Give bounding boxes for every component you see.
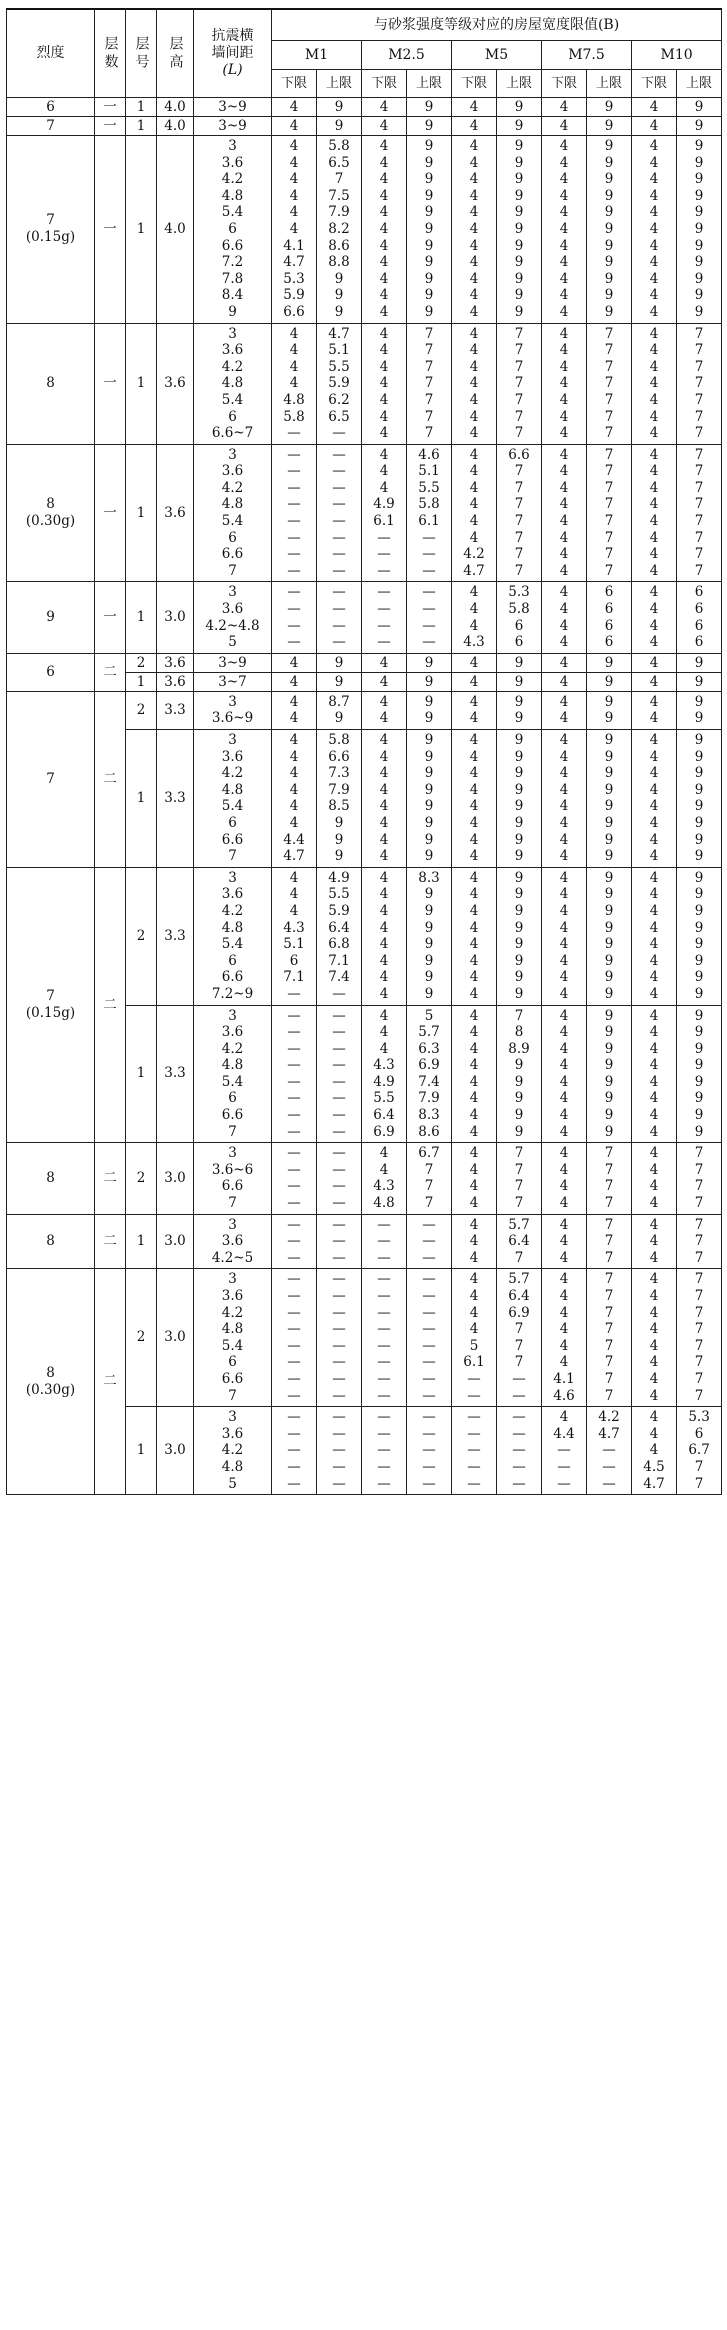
lower-limit-cell: 4 — [362, 98, 407, 117]
table-row — [7, 653, 722, 672]
header-mortar-1: M2.5 — [362, 41, 452, 70]
upper-limit-cell: 7 7 7 7 7 7 7 7 — [587, 444, 632, 582]
floor-height-cell: 3.3 — [157, 691, 194, 729]
lower-limit-cell: — — — — — [272, 1143, 317, 1214]
upper-limit-cell: 9 — [407, 98, 452, 117]
lower-limit-cell: — — — — — — [362, 1407, 407, 1495]
floor-no-cell: 1 — [126, 582, 157, 653]
upper-limit-cell: 9 — [587, 653, 632, 672]
floor-height-cell: 3.0 — [157, 1269, 194, 1407]
lower-limit-cell: 4 4 4 4.9 6.1 — — — — [362, 444, 407, 582]
lower-limit-cell: 4 4 4 4 4 4 4 4 — [362, 867, 407, 1005]
lower-limit-cell: 4 4 4 4 4 4 4 4 — [452, 1005, 497, 1143]
upper-limit-cell: 4.7 5.1 5.5 5.9 6.2 6.5 — — [317, 323, 362, 444]
upper-limit-cell: 4.2 4.7 — — — — [587, 1407, 632, 1495]
upper-limit-cell: 7 7 7 — [677, 1214, 722, 1269]
spacing-cell: 3 3.6 4.2 4.8 5.4 6 6.6 7 — [194, 1269, 272, 1407]
header-floor-no: 层号 — [126, 9, 157, 98]
floor-height-cell: 3.6 — [157, 323, 194, 444]
lower-limit-cell: 4 4 4 4 4 4 4 4 — [452, 867, 497, 1005]
upper-limit-cell: 5.3 6 6.7 7 7 — [677, 1407, 722, 1495]
table-row — [7, 691, 722, 729]
floors-cell: 二 — [95, 653, 126, 691]
lower-limit-cell: 4 — [632, 117, 677, 136]
floor-height-cell: 3.6 — [157, 653, 194, 672]
width-limit-table — [6, 8, 722, 1495]
upper-limit-cell: 9 — [497, 98, 542, 117]
lower-limit-cell: — — — — — [362, 582, 407, 653]
floor-no-cell: 1 — [126, 1005, 157, 1143]
floor-no-cell: 1 — [126, 1214, 157, 1269]
upper-limit-cell: 9 9 9 9 9 9 9 9 9 9 9 — [407, 136, 452, 324]
floor-no-cell: 2 — [126, 1143, 157, 1214]
upper-limit-cell: 9 9 — [407, 691, 452, 729]
lower-limit-cell: 4 4 4 4 4 4 4 — [452, 323, 497, 444]
upper-limit-cell: 9 — [677, 672, 722, 691]
upper-limit-cell: 4.9 5.5 5.9 6.4 6.8 7.1 7.4 — — [317, 867, 362, 1005]
table-row — [7, 117, 722, 136]
upper-limit-cell: 9 9 9 9 9 9 9 9 9 9 9 — [587, 136, 632, 324]
floor-height-cell: 3.0 — [157, 582, 194, 653]
header-spacing-line2: 墙间距 — [211, 45, 254, 61]
upper-limit-cell: 7 8 8.9 9 9 9 9 9 — [497, 1005, 542, 1143]
header-spacing — [194, 9, 272, 98]
upper-limit-cell: — — — — — — [407, 1407, 452, 1495]
floor-no-cell: 1 — [126, 1407, 157, 1495]
spacing-cell: 3 3.6~9 — [194, 691, 272, 729]
floor-no-cell: 1 — [126, 730, 157, 868]
table-row — [7, 1214, 722, 1269]
table-row — [7, 444, 722, 582]
upper-limit-cell: 6.6 7 7 7 7 7 7 7 — [497, 444, 542, 582]
lower-limit-cell: 4 — [452, 98, 497, 117]
header-upper-limit: 上限 — [497, 70, 542, 98]
intensity-cell: 6 — [7, 98, 95, 117]
upper-limit-cell: 9 — [587, 117, 632, 136]
intensity-cell: 7 — [7, 691, 95, 867]
floor-no-cell: 1 — [126, 444, 157, 582]
table-row — [7, 323, 722, 444]
lower-limit-cell: 4 4 4 4 4 4 4.1 4.6 — [542, 1269, 587, 1407]
upper-limit-cell: 6 6 6 6 — [677, 582, 722, 653]
floor-height-cell: 3.3 — [157, 1005, 194, 1143]
upper-limit-cell: — — — — — [317, 1143, 362, 1214]
upper-limit-cell: — — — — [407, 1214, 452, 1269]
spacing-cell: 3~9 — [194, 653, 272, 672]
lower-limit-cell: 4 — [272, 98, 317, 117]
lower-limit-cell: 4 — [362, 117, 407, 136]
upper-limit-cell: 9 — [317, 672, 362, 691]
upper-limit-cell: 9 — [677, 117, 722, 136]
upper-limit-cell: 8.3 9 9 9 9 9 9 9 — [407, 867, 452, 1005]
lower-limit-cell: 4 — [542, 672, 587, 691]
upper-limit-cell: 6 6 6 6 — [587, 582, 632, 653]
header-upper-limit: 上限 — [677, 70, 722, 98]
upper-limit-cell: — — — — — — — — — [317, 1005, 362, 1143]
lower-limit-cell: 4 4 4 4 4 4 4 4 — [632, 1269, 677, 1407]
upper-limit-cell: 5.7 6.4 6.9 7 7 7 — — — [497, 1269, 542, 1407]
upper-limit-cell: 7 7 7 — [587, 1214, 632, 1269]
lower-limit-cell: 4 4 4 4.3 — [452, 582, 497, 653]
floors-cell: 一 — [95, 323, 126, 444]
lower-limit-cell: 4 4 4 4 5 6.1 — — — [452, 1269, 497, 1407]
intensity-cell: 8 — [7, 1143, 95, 1214]
header-group-title: 与砂浆强度等级对应的房屋宽度限值(B) — [272, 9, 722, 41]
lower-limit-cell: 4 4 4 4 — [542, 582, 587, 653]
lower-limit-cell: 4 4 4 4 — [452, 1143, 497, 1214]
upper-limit-cell: 8.7 9 — [317, 691, 362, 729]
spacing-cell: 3 3.6 4.2 4.8 5.4 6 6.6 7 — [194, 444, 272, 582]
lower-limit-cell: 4 4 4 4 4 4 4 4 — [632, 730, 677, 868]
floor-height-cell: 3.3 — [157, 867, 194, 1005]
floor-no-cell: 1 — [126, 98, 157, 117]
upper-limit-cell: — — — — — — — — — [317, 444, 362, 582]
upper-limit-cell: 9 9 9 9 9 9 9 9 — [677, 1005, 722, 1143]
lower-limit-cell: — — — — — — — — — [362, 1269, 407, 1407]
floor-no-cell: 2 — [126, 653, 157, 672]
intensity-cell: 6 — [7, 653, 95, 691]
header-upper-limit: 上限 — [407, 70, 452, 98]
lower-limit-cell: 4 4 4 — [452, 1214, 497, 1269]
floor-no-cell: 1 — [126, 323, 157, 444]
floor-height-cell: 3.0 — [157, 1214, 194, 1269]
header-intensity: 烈度 — [7, 9, 95, 98]
lower-limit-cell: 4 4 — [362, 691, 407, 729]
spacing-cell: 3 3.6 4.2 4.8 5 — [194, 1407, 272, 1495]
floors-cell: 二 — [95, 867, 126, 1143]
upper-limit-cell: 9 — [407, 672, 452, 691]
floor-height-cell: 3.6 — [157, 672, 194, 691]
spacing-cell: 3 3.6 4.2 4.8 5.4 6 6.6 7 — [194, 730, 272, 868]
lower-limit-cell: 4 4 4 4 4 4 4 4 4 4 4 — [452, 136, 497, 324]
floor-height-cell: 3.0 — [157, 1143, 194, 1214]
lower-limit-cell: 4 — [542, 653, 587, 672]
lower-limit-cell: 4 4 4 4.3 4.9 5.5 6.4 6.9 — [362, 1005, 407, 1143]
header-lower-limit: 下限 — [362, 70, 407, 98]
upper-limit-cell: 9 — [407, 653, 452, 672]
floors-cell: 二 — [95, 1214, 126, 1269]
lower-limit-cell: 4 4 4 4 4 4 4 4 — [542, 867, 587, 1005]
upper-limit-cell: 7 7 7 7 7 7 7 7 — [677, 1269, 722, 1407]
spacing-cell: 3~9 — [194, 117, 272, 136]
upper-limit-cell: 5.8 6.6 7.3 7.9 8.5 9 9 9 — [317, 730, 362, 868]
lower-limit-cell: 4 4 4 4 4 4 4 4 — [542, 1005, 587, 1143]
floor-no-cell: 1 — [126, 672, 157, 691]
lower-limit-cell: — — — — — — [452, 1407, 497, 1495]
lower-limit-cell: 4 — [272, 672, 317, 691]
header-spacing-line3: (L) — [222, 62, 243, 78]
upper-limit-cell: 9 — [587, 672, 632, 691]
spacing-cell: 3 3.6~6 6.6 7 — [194, 1143, 272, 1214]
upper-limit-cell: 4.6 5.1 5.5 5.8 6.1 — — — — [407, 444, 452, 582]
spacing-cell: 3 3.6 4.2 4.8 5.4 6 6.6 7 — [194, 1005, 272, 1143]
upper-limit-cell: 7 7 7 7 7 7 7 — [587, 323, 632, 444]
upper-limit-cell: — — — — — — [317, 1407, 362, 1495]
header-mortar-4: M10 — [632, 41, 722, 70]
lower-limit-cell: 4 — [272, 653, 317, 672]
lower-limit-cell: 4 — [542, 117, 587, 136]
upper-limit-cell: — — — — — — [497, 1407, 542, 1495]
upper-limit-cell: — — — — — — — — — [317, 1269, 362, 1407]
floor-height-cell: 4.0 — [157, 98, 194, 117]
upper-limit-cell: 9 — [317, 117, 362, 136]
lower-limit-cell: 4 4 4 — [632, 1214, 677, 1269]
lower-limit-cell: 4 4 4 4 4 4 4 4 — [452, 730, 497, 868]
upper-limit-cell: 9 9 — [497, 691, 542, 729]
lower-limit-cell: 4 4 4 4 4 4 4.1 4.7 5.3 5.9 6.6 — [272, 136, 317, 324]
header-lower-limit: 下限 — [542, 70, 587, 98]
lower-limit-cell: 4 4 4 4 4 4 4 4 — [632, 867, 677, 1005]
lower-limit-cell: — — — — — — — — — [272, 444, 317, 582]
lower-limit-cell: 4 4 4 4.5 4.7 — [632, 1407, 677, 1495]
lower-limit-cell: 4 4 — [452, 691, 497, 729]
lower-limit-cell: — — — — [272, 1214, 317, 1269]
upper-limit-cell: 9 9 9 9 9 9 9 9 — [587, 730, 632, 868]
upper-limit-cell: 9 9 9 9 9 9 9 9 — [587, 867, 632, 1005]
table-row — [7, 98, 722, 117]
lower-limit-cell: 4 — [362, 672, 407, 691]
spacing-cell: 3 3.6 4.2 4.8 5.4 6 6.6 7.2~9 — [194, 867, 272, 1005]
upper-limit-cell: 5.8 6.5 7 7.5 7.9 8.2 8.6 8.8 9 9 9 — [317, 136, 362, 324]
upper-limit-cell: 7 7 7 7 7 7 7 — [677, 323, 722, 444]
floors-cell: 一 — [95, 582, 126, 653]
lower-limit-cell: 4 4 4 4 4 4 4 — [632, 323, 677, 444]
intensity-cell: 8 (0.30g) — [7, 1269, 95, 1495]
upper-limit-cell: 7 7 7 7 7 7 7 — [407, 323, 452, 444]
lower-limit-cell: 4 — [452, 117, 497, 136]
header-upper-limit: 上限 — [587, 70, 632, 98]
intensity-cell: 8 — [7, 1214, 95, 1269]
upper-limit-cell: 9 9 9 9 9 9 9 9 — [587, 1005, 632, 1143]
header-mortar-2: M5 — [452, 41, 542, 70]
upper-limit-cell: 7 7 7 7 — [497, 1143, 542, 1214]
upper-limit-cell: 9 — [677, 98, 722, 117]
upper-limit-cell: 5.3 5.8 6 6 — [497, 582, 542, 653]
upper-limit-cell: 7 7 7 7 7 7 7 — [497, 323, 542, 444]
upper-limit-cell: 9 9 9 9 9 9 9 9 — [497, 867, 542, 1005]
lower-limit-cell: 4 4 4 4 4 4 4.2 4.7 — [452, 444, 497, 582]
floors-cell: 一 — [95, 444, 126, 582]
floor-no-cell: 1 — [126, 136, 157, 324]
header-floors: 层数 — [95, 9, 126, 98]
lower-limit-cell: 4 — [272, 117, 317, 136]
upper-limit-cell: 9 9 9 9 9 9 9 9 — [407, 730, 452, 868]
floors-cell: 一 — [95, 117, 126, 136]
lower-limit-cell: 4 4.4 — — — — [542, 1407, 587, 1495]
upper-limit-cell: 9 9 9 9 9 9 9 9 9 9 9 — [677, 136, 722, 324]
lower-limit-cell: 4 4 — [632, 691, 677, 729]
lower-limit-cell: — — — — — — [272, 1407, 317, 1495]
lower-limit-cell: 4 4 4 4 — [632, 1143, 677, 1214]
floor-height-cell: 3.0 — [157, 1407, 194, 1495]
lower-limit-cell: 4 4 — [542, 691, 587, 729]
lower-limit-cell: 4 — [452, 672, 497, 691]
floor-height-cell: 3.3 — [157, 730, 194, 868]
floors-cell: 二 — [95, 1143, 126, 1214]
upper-limit-cell: 9 — [407, 117, 452, 136]
lower-limit-cell: — — — — — — — — — [272, 1005, 317, 1143]
upper-limit-cell: 9 9 — [677, 691, 722, 729]
lower-limit-cell: 4 4 4 4 4 4 4 4 4 4 4 — [632, 136, 677, 324]
upper-limit-cell: — — — — — [407, 582, 452, 653]
floors-cell: 二 — [95, 1269, 126, 1495]
spacing-cell: 3~9 — [194, 98, 272, 117]
lower-limit-cell: 4 4 4 4 4 4 4 4 — [542, 730, 587, 868]
upper-limit-cell: — — — — [317, 1214, 362, 1269]
upper-limit-cell: 9 — [677, 653, 722, 672]
lower-limit-cell: 4 4 4 4 4 4 4 4 — [632, 1005, 677, 1143]
table-row — [7, 1143, 722, 1214]
upper-limit-cell: 9 — [317, 653, 362, 672]
intensity-cell: 8 (0.30g) — [7, 444, 95, 582]
lower-limit-cell: 4 4 4 4 — [632, 582, 677, 653]
lower-limit-cell: — — — — [362, 1214, 407, 1269]
lower-limit-cell: 4 — [452, 653, 497, 672]
header-mortar-3: M7.5 — [542, 41, 632, 70]
spacing-cell: 3 3.6 4.2 4.8 5.4 6 6.6~7 — [194, 323, 272, 444]
spacing-cell: 3 3.6 4.2~4.8 5 — [194, 582, 272, 653]
lower-limit-cell: — — — — — — — — — [272, 1269, 317, 1407]
upper-limit-cell: 9 — [317, 98, 362, 117]
lower-limit-cell: 4 4 4 4 4 4 4 4 — [632, 444, 677, 582]
upper-limit-cell: 9 — [497, 653, 542, 672]
lower-limit-cell: 4 4 4 4 4 4 4 4 — [362, 730, 407, 868]
lower-limit-cell: 4 — [632, 98, 677, 117]
header-upper-limit: 上限 — [317, 70, 362, 98]
lower-limit-cell: 4 — [632, 672, 677, 691]
upper-limit-cell: 9 — [587, 98, 632, 117]
upper-limit-cell: 9 — [497, 117, 542, 136]
floor-height-cell: 3.6 — [157, 444, 194, 582]
floor-height-cell: 4.0 — [157, 117, 194, 136]
intensity-cell: 8 — [7, 323, 95, 444]
lower-limit-cell: 4 4 4 4 4 4 4 4 — [542, 444, 587, 582]
floor-no-cell: 1 — [126, 117, 157, 136]
intensity-cell: 7 (0.15g) — [7, 136, 95, 324]
lower-limit-cell: 4 4 4 4 4 4 4 — [362, 323, 407, 444]
upper-limit-cell: 6.7 7 7 7 — [407, 1143, 452, 1214]
upper-limit-cell: 9 9 9 9 9 9 9 9 — [497, 730, 542, 868]
floors-cell: 二 — [95, 691, 126, 867]
upper-limit-cell: — — — — — [317, 582, 362, 653]
upper-limit-cell: 9 9 9 9 9 9 9 9 9 9 9 — [497, 136, 542, 324]
upper-limit-cell: 7 7 7 7 7 7 7 7 — [587, 1269, 632, 1407]
table-row — [7, 867, 722, 1005]
lower-limit-cell: 4 4 — [272, 691, 317, 729]
intensity-cell: 7 (0.15g) — [7, 867, 95, 1143]
header-lower-limit: 下限 — [272, 70, 317, 98]
header-mortar-0: M1 — [272, 41, 362, 70]
spacing-cell: 3 3.6 4.2 4.8 5.4 6 6.6 7.2 7.8 8.4 9 — [194, 136, 272, 324]
floor-no-cell: 2 — [126, 691, 157, 729]
header-lower-limit: 下限 — [632, 70, 677, 98]
table-row — [7, 136, 722, 324]
spacing-cell: 3~7 — [194, 672, 272, 691]
floor-no-cell: 2 — [126, 867, 157, 1005]
lower-limit-cell: 4 4 4.3 4.8 — [362, 1143, 407, 1214]
table-body — [7, 98, 722, 1495]
lower-limit-cell: 4 4 4 4 4 4 4 4 4 4 4 — [362, 136, 407, 324]
lower-limit-cell: 4 4 4 4 — [542, 1143, 587, 1214]
upper-limit-cell: 9 — [497, 672, 542, 691]
lower-limit-cell: 4 — [632, 653, 677, 672]
floors-cell: 一 — [95, 98, 126, 117]
upper-limit-cell: 9 9 9 9 9 9 9 9 — [677, 730, 722, 868]
floor-height-cell: 4.0 — [157, 136, 194, 324]
upper-limit-cell: 5 5.7 6.3 6.9 7.4 7.9 8.3 8.6 — [407, 1005, 452, 1143]
upper-limit-cell: 9 9 — [587, 691, 632, 729]
intensity-cell: 7 — [7, 117, 95, 136]
lower-limit-cell: 4 4 4 4.3 5.1 6 7.1 — — [272, 867, 317, 1005]
header-spacing-line1: 抗震横 — [211, 28, 254, 44]
intensity-cell: 9 — [7, 582, 95, 653]
upper-limit-cell: 9 9 9 9 9 9 9 9 — [677, 867, 722, 1005]
upper-limit-cell: — — — — — — — — — [407, 1269, 452, 1407]
header-lower-limit: 下限 — [452, 70, 497, 98]
lower-limit-cell: 4 4 4 4 4.8 5.8 — — [272, 323, 317, 444]
lower-limit-cell: 4 4 4 4 4 4 4 — [542, 323, 587, 444]
lower-limit-cell: 4 4 4 4 4 4 4 4 4 4 4 — [542, 136, 587, 324]
upper-limit-cell: 5.7 6.4 7 — [497, 1214, 542, 1269]
header-floor-height: 层高 — [157, 9, 194, 98]
lower-limit-cell: 4 4 4 4 4 4 4.4 4.7 — [272, 730, 317, 868]
floor-no-cell: 2 — [126, 1269, 157, 1407]
spacing-cell: 3 3.6 4.2~5 — [194, 1214, 272, 1269]
upper-limit-cell: 7 7 7 7 7 7 7 7 — [677, 444, 722, 582]
upper-limit-cell: 7 7 7 7 — [677, 1143, 722, 1214]
lower-limit-cell: 4 — [362, 653, 407, 672]
upper-limit-cell: 7 7 7 7 — [587, 1143, 632, 1214]
lower-limit-cell: — — — — — [272, 582, 317, 653]
lower-limit-cell: 4 — [542, 98, 587, 117]
table-row — [7, 582, 722, 653]
floors-cell: 一 — [95, 136, 126, 324]
table-row — [7, 1269, 722, 1407]
lower-limit-cell: 4 4 4 — [542, 1214, 587, 1269]
